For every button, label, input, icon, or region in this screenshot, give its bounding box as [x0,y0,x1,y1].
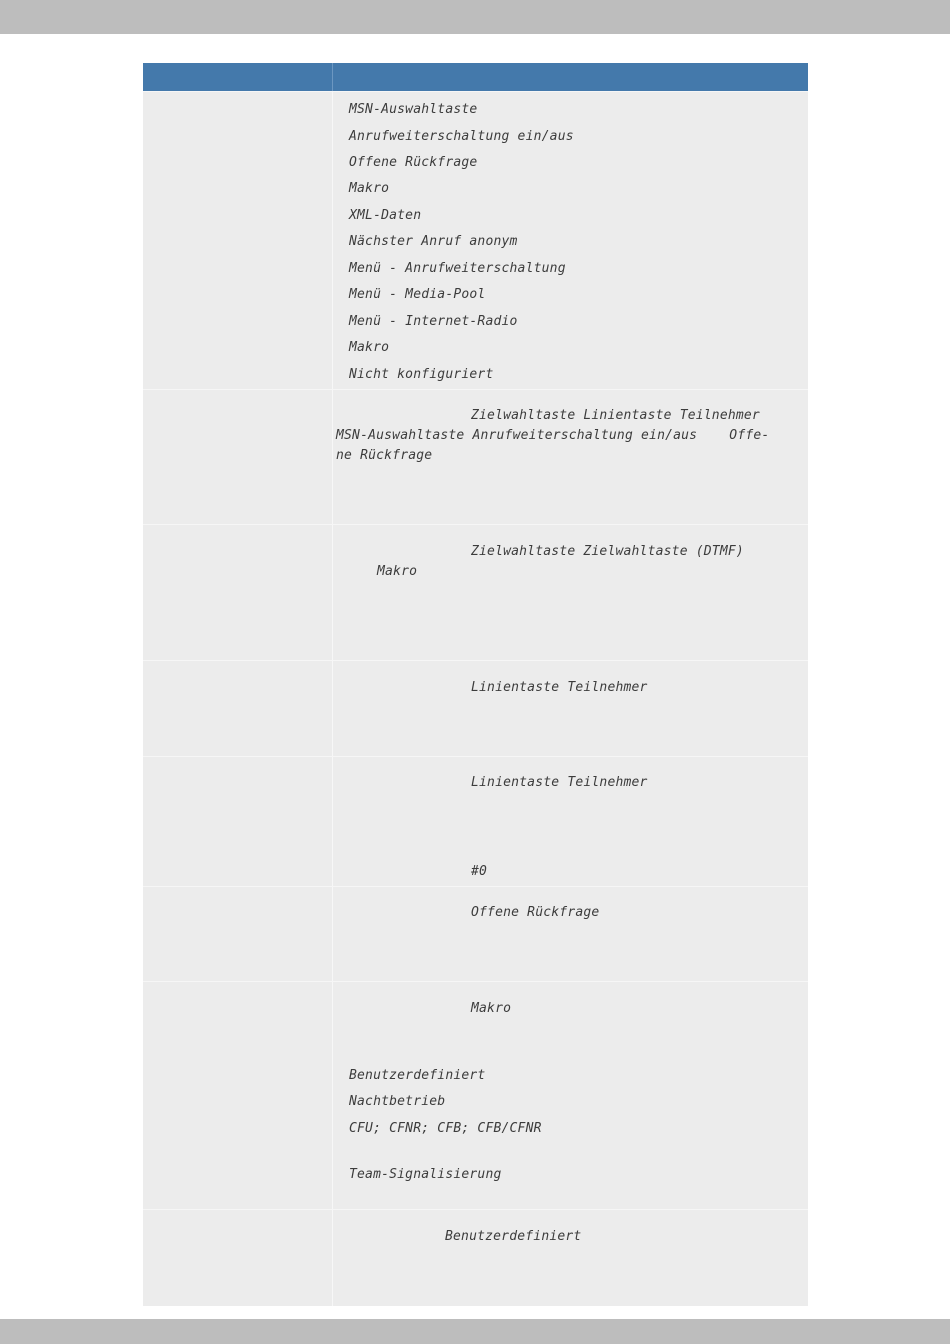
table-row [143,91,808,389]
option-text: Offene Rückfrage [349,155,478,170]
field-cell [143,1210,333,1306]
parameter-table [143,63,808,1306]
page-footer-bar [0,1319,950,1344]
option-text: XML-Daten [349,208,422,223]
option-text: MSN-Auswahltaste [349,102,478,117]
table-row [143,756,808,886]
field-cell [143,661,333,756]
description-cell [333,390,808,524]
field-cell [143,92,333,389]
header-cell-description [333,63,808,91]
description-cell [333,525,808,660]
option-text: Makro [349,340,390,355]
table-row [143,524,808,660]
table-row [143,886,808,981]
description-text: #0 [471,864,488,879]
option-text: Benutzerdefiniert [349,1068,486,1083]
field-cell [143,887,333,981]
description-text: Zielwahltaste Zielwahltaste (DTMF) [471,544,744,559]
table-row [143,981,808,1209]
description-text: Makro [471,1001,512,1016]
field-cell [143,390,333,524]
description-text: Linientaste Teilnehmer [471,775,648,790]
option-text: Menü - Internet-Radio [349,314,518,329]
option-text: Nachtbetrieb [349,1094,446,1109]
option-text: Anrufweiterschaltung ein/aus [349,129,574,144]
table-row [143,389,808,524]
option-text: Menü - Media-Pool [349,287,486,302]
option-text: Nicht konfiguriert [349,367,494,382]
description-text: Makro [377,564,418,579]
table-header [143,63,808,91]
description-cell [333,661,808,756]
description-text: MSN-Auswahltaste Anrufweiterschaltung ein/aus Offe- [336,428,770,443]
option-text: Team-Signalisierung [349,1167,502,1182]
option-text: Nächster Anruf anonym [349,234,518,249]
description-text: Linientaste Teilnehmer [471,680,648,695]
description-cell [333,92,808,389]
field-cell [143,757,333,886]
description-cell [333,1210,808,1306]
page-header-bar [0,0,950,34]
description-cell [333,887,808,981]
description-cell [333,982,808,1209]
description-text: Offene Rückfrage [471,905,600,920]
option-text: Makro [349,181,390,196]
field-cell [143,982,333,1209]
option-text: CFU; CFNR; CFB; CFB/CFNR [349,1121,542,1136]
description-text: Zielwahltaste Linientaste Teilnehmer [471,408,760,423]
table-row [143,1209,808,1306]
table-row [143,660,808,756]
option-text: Menü - Anrufweiterschaltung [349,261,566,276]
description-text: ne Rückfrage [336,448,433,463]
header-cell-field [143,63,333,91]
description-text: Benutzerdefiniert [445,1229,582,1244]
description-cell [333,757,808,886]
field-cell [143,525,333,660]
